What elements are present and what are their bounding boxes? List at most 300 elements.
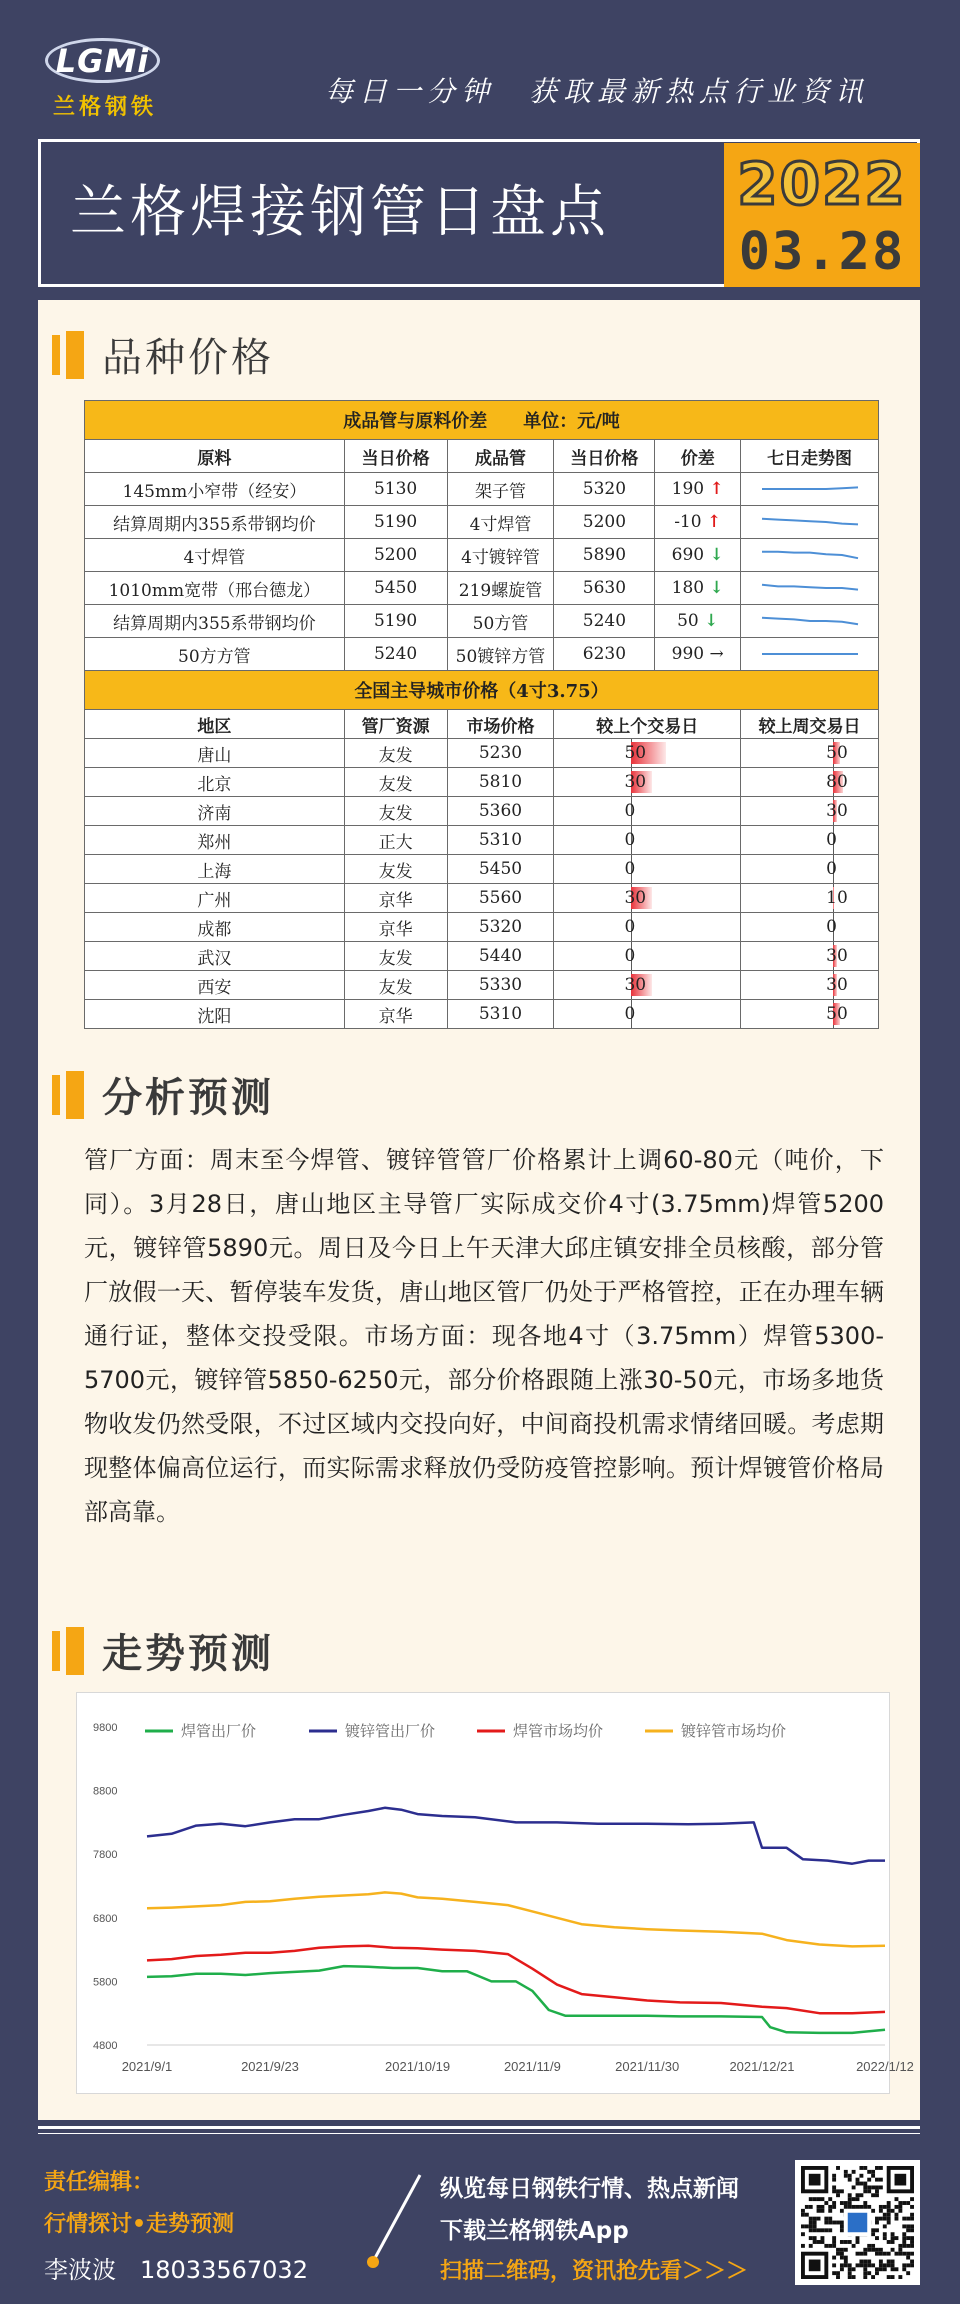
qr-module — [813, 2224, 817, 2228]
market-price: 5360 — [447, 797, 554, 826]
qr-module — [856, 2197, 860, 2201]
qr-module — [817, 2217, 821, 2221]
city-row — [85, 971, 879, 1000]
qr-code[interactable] — [795, 2160, 920, 2285]
table-row — [85, 539, 879, 572]
x-tick-label: 2021/11/9 — [503, 2059, 561, 2074]
section-header-trend — [52, 1622, 274, 1679]
qr-module — [863, 2252, 867, 2256]
slogan: 每日一分钟 获取最新热点行业资讯 — [325, 75, 870, 108]
qr-module — [875, 2236, 879, 2240]
week-change-value: 30 — [826, 975, 848, 995]
qr-module — [844, 2240, 848, 2244]
city-row — [85, 826, 879, 855]
city-name: 济南 — [85, 797, 345, 826]
week-change-value: 0 — [826, 917, 837, 937]
qr-module — [820, 2228, 824, 2232]
qr-module — [863, 2275, 867, 2279]
qr-module — [832, 2256, 836, 2260]
city-name: 唐山 — [85, 739, 345, 768]
qr-module — [863, 2263, 867, 2267]
qr-module — [902, 2232, 906, 2236]
qr-module — [813, 2228, 817, 2232]
mill-resource: 京华 — [344, 1000, 447, 1029]
qr-module — [906, 2256, 910, 2260]
qr-module — [910, 2240, 914, 2244]
section-marker-icon — [52, 1627, 90, 1675]
qr-module — [910, 2236, 914, 2240]
qr-module — [863, 2182, 867, 2186]
raw-material: 结算周期内355系带钢均价 — [85, 506, 345, 539]
diff-value: -10 — [674, 512, 702, 532]
qr-module — [871, 2185, 875, 2189]
legend-label: 焊管市场均价 — [513, 1722, 604, 1740]
section-header-prices — [52, 326, 274, 383]
qr-module — [910, 2263, 914, 2267]
qr-module — [809, 2228, 813, 2232]
qr-module — [844, 2260, 848, 2264]
qr-module — [801, 2224, 805, 2228]
qr-module — [867, 2178, 871, 2182]
mill-resource: 友发 — [344, 797, 447, 826]
qr-module — [887, 2260, 891, 2264]
week-change-cell — [741, 913, 879, 942]
qr-module — [875, 2252, 879, 2256]
qr-module — [805, 2213, 809, 2217]
day-change-value: 0 — [624, 1004, 636, 1024]
qr-module — [871, 2232, 875, 2236]
qr-module — [809, 2244, 813, 2248]
qr-module — [852, 2205, 856, 2209]
qr-module — [879, 2260, 883, 2264]
qr-module — [875, 2193, 879, 2197]
qr-module — [895, 2267, 899, 2271]
qr-module — [824, 2217, 828, 2221]
qr-module — [902, 2236, 906, 2240]
qr-module — [836, 2166, 840, 2170]
market-price: 5320 — [447, 913, 554, 942]
raw-material: 1010mm宽带（邢台德龙） — [85, 572, 345, 605]
week-change-value: 80 — [826, 772, 848, 792]
qr-module — [891, 2236, 895, 2240]
qr-module — [910, 2228, 914, 2232]
sparkline — [758, 643, 862, 665]
column-header: 市场价格 — [447, 710, 554, 739]
qr-module — [891, 2267, 895, 2271]
qr-module — [840, 2256, 844, 2260]
qr-module — [828, 2209, 832, 2213]
qr-module — [867, 2271, 871, 2275]
city-name: 西安 — [85, 971, 345, 1000]
pipe-price: 5240 — [554, 605, 655, 638]
section-title: 品种价格 — [102, 335, 274, 381]
qr-module — [832, 2178, 836, 2182]
day-change-cell — [554, 826, 741, 855]
qr-module — [910, 2217, 914, 2221]
qr-module — [836, 2252, 840, 2256]
market-price: 5310 — [447, 826, 554, 855]
qr-module — [895, 2252, 899, 2256]
sparkline-cell — [741, 638, 879, 671]
qr-module — [895, 2213, 899, 2217]
price-diff — [655, 506, 741, 539]
trend-arrow-icon: → — [709, 644, 724, 664]
qr-module — [832, 2271, 836, 2275]
qr-module — [844, 2205, 848, 2209]
x-tick-label: 2022/1/12 — [856, 2059, 914, 2074]
qr-module — [820, 2236, 824, 2240]
qr-module — [891, 2248, 895, 2252]
day-change-cell — [554, 913, 741, 942]
diff-value: 180 — [671, 578, 705, 598]
qr-module — [871, 2275, 875, 2279]
qr-module — [906, 2201, 910, 2205]
qr-module — [840, 2267, 844, 2271]
city-band-row — [85, 671, 879, 710]
footer-line-1: 纵览每日钢铁行情、热点新闻 — [440, 2176, 739, 2202]
qr-module — [828, 2244, 832, 2248]
qr-module — [856, 2182, 860, 2186]
trend-arrow-icon: ↓ — [709, 545, 724, 565]
day-change-cell — [554, 884, 741, 913]
qr-module — [879, 2248, 883, 2252]
qr-module — [856, 2240, 860, 2244]
qr-module — [895, 2205, 899, 2209]
qr-module — [820, 2209, 824, 2213]
qr-module — [840, 2252, 844, 2256]
day-change-value: 0 — [624, 946, 636, 966]
week-change-cell — [741, 971, 879, 1000]
qr-module — [848, 2275, 852, 2279]
qr-module — [871, 2228, 875, 2232]
date-year: 2022 — [737, 150, 907, 218]
market-price: 5450 — [447, 855, 554, 884]
qr-module — [824, 2201, 828, 2205]
qr-module — [840, 2209, 844, 2213]
x-tick-label: 2021/12/21 — [729, 2059, 795, 2074]
qr-module — [848, 2205, 852, 2209]
y-tick-label: 5800 — [93, 1976, 118, 1989]
qr-module — [832, 2244, 836, 2248]
qr-module — [863, 2205, 867, 2209]
city-name: 广州 — [85, 884, 345, 913]
qr-module — [848, 2267, 852, 2271]
x-tick-label: 2021/9/23 — [241, 2059, 299, 2074]
qr-module — [863, 2260, 867, 2264]
city-header-row — [85, 710, 879, 739]
mill-resource: 友发 — [344, 768, 447, 797]
week-change-value: 30 — [826, 946, 848, 966]
week-change-value: 10 — [826, 888, 848, 908]
logo-name: 兰格钢铁 — [52, 94, 157, 120]
editor-label: 责任编辑： — [44, 2170, 155, 2195]
day-change-value: 30 — [624, 975, 647, 995]
qr-module — [813, 2236, 817, 2240]
qr-module — [832, 2263, 836, 2267]
qr-module — [840, 2201, 844, 2205]
week-change-value: 50 — [826, 743, 848, 763]
qr-module — [801, 2209, 805, 2213]
trend-arrow-icon: ↑ — [706, 512, 722, 532]
price-diff — [655, 638, 741, 671]
qr-module — [883, 2224, 887, 2228]
qr-module — [871, 2263, 875, 2267]
qr-module — [832, 2240, 836, 2244]
qr-module — [863, 2201, 867, 2205]
day-change-cell — [554, 942, 741, 971]
price-table — [84, 400, 879, 1029]
trend-chart-svg — [77, 1693, 914, 2095]
qr-module — [910, 2252, 914, 2256]
pipe-product: 50方管 — [447, 605, 554, 638]
pipe-price: 5630 — [554, 572, 655, 605]
qr-module — [828, 2221, 832, 2225]
column-header: 七日走势图 — [741, 440, 879, 473]
trend-arrow-icon: ↓ — [709, 578, 724, 598]
market-price: 5810 — [447, 768, 554, 797]
qr-module — [848, 2213, 867, 2232]
day-change-cell — [554, 797, 741, 826]
day-change-value: 0 — [624, 801, 636, 821]
qr-module — [867, 2205, 871, 2209]
diff-value: 990 — [671, 644, 705, 664]
qr-module — [817, 2228, 821, 2232]
qr-module — [848, 2193, 852, 2197]
sparkline-cell — [741, 506, 879, 539]
qr-module — [902, 2201, 906, 2205]
qr-module — [848, 2174, 852, 2178]
x-tick-label: 2021/9/1 — [121, 2059, 173, 2074]
qr-module — [844, 2201, 848, 2205]
qr-module — [910, 2205, 914, 2209]
pipe-price: 5200 — [554, 506, 655, 539]
qr-module — [887, 2209, 891, 2213]
qr-module — [840, 2240, 844, 2244]
qr-module — [875, 2185, 879, 2189]
sparkline-cell — [741, 572, 879, 605]
qr-module — [817, 2240, 821, 2244]
qr-module — [824, 2244, 828, 2248]
qr-module — [906, 2252, 910, 2256]
qr-module — [883, 2217, 887, 2221]
qr-module — [840, 2189, 844, 2193]
market-price: 5330 — [447, 971, 554, 1000]
pipe-price: 5320 — [554, 473, 655, 506]
qr-module — [871, 2174, 875, 2178]
table-row — [85, 473, 879, 506]
column-header: 价差 — [655, 440, 741, 473]
y-tick-label: 4800 — [93, 2040, 118, 2052]
footer-scan-link[interactable]: 扫描二维码，资讯抢先看＞＞＞ — [440, 2259, 749, 2284]
city-row — [85, 1000, 879, 1029]
legend-label: 焊管出厂价 — [181, 1722, 257, 1740]
qr-module — [840, 2263, 844, 2267]
diff-value: 690 — [671, 545, 705, 565]
qr-module — [875, 2178, 879, 2182]
week-change-cell — [741, 884, 879, 913]
raw-material: 50方方管 — [85, 638, 345, 671]
qr-module — [902, 2217, 906, 2221]
qr-module — [898, 2252, 902, 2256]
qr-module — [875, 2248, 879, 2252]
qr-module — [906, 2228, 910, 2232]
qr-module — [836, 2275, 840, 2279]
qr-module — [840, 2228, 844, 2232]
qr-module — [867, 2185, 871, 2189]
city-band-title: 全国主导城市价格（4寸3.75） — [85, 671, 879, 710]
qr-module — [828, 2217, 832, 2221]
page-title: 兰格焊接钢管日盘点 — [70, 180, 610, 245]
qr-module — [852, 2185, 856, 2189]
raw-price: 5240 — [344, 638, 447, 671]
pipe-product: 4寸焊管 — [447, 506, 554, 539]
qr-module — [875, 2271, 879, 2275]
lgmi-logo[interactable] — [45, 38, 160, 123]
qr-module — [867, 2260, 871, 2264]
qr-module — [848, 2201, 852, 2205]
qr-module — [887, 2252, 891, 2256]
column-header: 管厂资源 — [344, 710, 447, 739]
qr-module — [898, 2205, 902, 2209]
price-diff — [655, 572, 741, 605]
raw-price: 5190 — [344, 506, 447, 539]
price-diff — [655, 473, 741, 506]
column-header: 当日价格 — [344, 440, 447, 473]
qr-module — [887, 2201, 891, 2205]
sparkline-line — [762, 585, 858, 590]
market-price: 5310 — [447, 1000, 554, 1029]
day-change-value: 30 — [624, 888, 647, 908]
pipe-price: 5890 — [554, 539, 655, 572]
qr-module — [902, 2224, 906, 2228]
qr-module — [887, 2221, 891, 2225]
column-header: 原料 — [85, 440, 345, 473]
qr-module — [879, 2263, 883, 2267]
qr-module — [906, 2236, 910, 2240]
qr-module — [824, 2228, 828, 2232]
section-marker-icon — [52, 331, 90, 379]
qr-module — [844, 2256, 848, 2260]
qr-module — [801, 2244, 805, 2248]
qr-module — [871, 2170, 875, 2174]
qr-module — [848, 2197, 852, 2201]
day-change-value: 30 — [624, 772, 647, 792]
qr-module — [820, 2240, 824, 2244]
qr-module — [863, 2248, 867, 2252]
qr-module — [805, 2224, 809, 2228]
editor-name: 李波波 18033567032 — [44, 2256, 308, 2284]
column-header: 成品管 — [447, 440, 554, 473]
day-change-value: 0 — [624, 830, 636, 850]
qr-module — [852, 2170, 856, 2174]
qr-module — [801, 2213, 805, 2217]
sparkline-line — [762, 618, 858, 624]
qr-module — [891, 2209, 895, 2213]
mill-resource: 京华 — [344, 884, 447, 913]
qr-module — [859, 2166, 863, 2170]
qr-module — [883, 2263, 887, 2267]
qr-module — [820, 2197, 824, 2201]
legend-label: 镀锌管出厂价 — [345, 1722, 436, 1740]
qr-module — [813, 2197, 817, 2201]
qr-module — [895, 2197, 899, 2201]
week-change-value: 50 — [826, 1004, 848, 1024]
raw-material: 4寸焊管 — [85, 539, 345, 572]
qr-module — [809, 2224, 813, 2228]
qr-module — [883, 2213, 887, 2217]
qr-module — [844, 2170, 848, 2174]
qr-module — [856, 2236, 860, 2240]
qr-module — [902, 2240, 906, 2244]
qr-module — [875, 2217, 879, 2221]
qr-module — [836, 2221, 840, 2225]
qr-module — [891, 2263, 895, 2267]
qr-module — [844, 2248, 848, 2252]
qr-module — [820, 2205, 824, 2209]
mill-resource: 友发 — [344, 971, 447, 1000]
trend-arrow-icon: ↓ — [704, 611, 719, 631]
qr-module — [883, 2267, 887, 2271]
qr-module — [867, 2244, 871, 2248]
market-price: 5440 — [447, 942, 554, 971]
section-title: 分析预测 — [102, 1075, 274, 1121]
qr-module — [836, 2189, 840, 2193]
qr-module — [891, 2260, 895, 2264]
qr-module — [863, 2267, 867, 2271]
qr-module — [859, 2260, 863, 2264]
qr-module — [856, 2252, 860, 2256]
pen-divider-icon — [360, 2170, 430, 2270]
qr-module — [879, 2166, 883, 2170]
y-tick-label: 9800 — [93, 1722, 118, 1734]
qr-module — [895, 2236, 899, 2240]
qr-module — [902, 2252, 906, 2256]
qr-module — [871, 2193, 875, 2197]
qr-module — [875, 2221, 879, 2225]
qr-code-icon — [801, 2166, 914, 2279]
qr-module — [887, 2205, 891, 2209]
qr-module — [910, 2244, 914, 2248]
legend-label: 镀锌管市场均价 — [681, 1722, 787, 1740]
week-change-cell — [741, 942, 879, 971]
qr-module — [852, 2275, 856, 2279]
qr-module — [856, 2205, 860, 2209]
qr-module — [863, 2189, 867, 2193]
sparkline — [758, 544, 862, 566]
x-tick-label: 2021/10/19 — [385, 2059, 451, 2074]
series-line — [147, 1808, 885, 1864]
qr-module — [879, 2178, 883, 2182]
qr-module — [840, 2224, 844, 2228]
qr-module — [879, 2185, 883, 2189]
qr-module — [828, 2228, 832, 2232]
day-change-value: 50 — [624, 743, 647, 763]
sparkline-cell — [741, 539, 879, 572]
footer-line-2: 下载兰格钢铁App — [440, 2218, 629, 2244]
qr-module — [910, 2197, 914, 2201]
qr-module — [879, 2205, 883, 2209]
qr-module — [852, 2267, 856, 2271]
market-price: 5230 — [447, 739, 554, 768]
qr-module — [840, 2248, 844, 2252]
qr-module — [883, 2252, 887, 2256]
qr-module — [871, 2209, 875, 2213]
mill-resource: 正大 — [344, 826, 447, 855]
mill-resource: 友发 — [344, 942, 447, 971]
day-change-cell — [554, 739, 741, 768]
section-marker-icon — [52, 1071, 90, 1119]
qr-module — [801, 2232, 805, 2236]
